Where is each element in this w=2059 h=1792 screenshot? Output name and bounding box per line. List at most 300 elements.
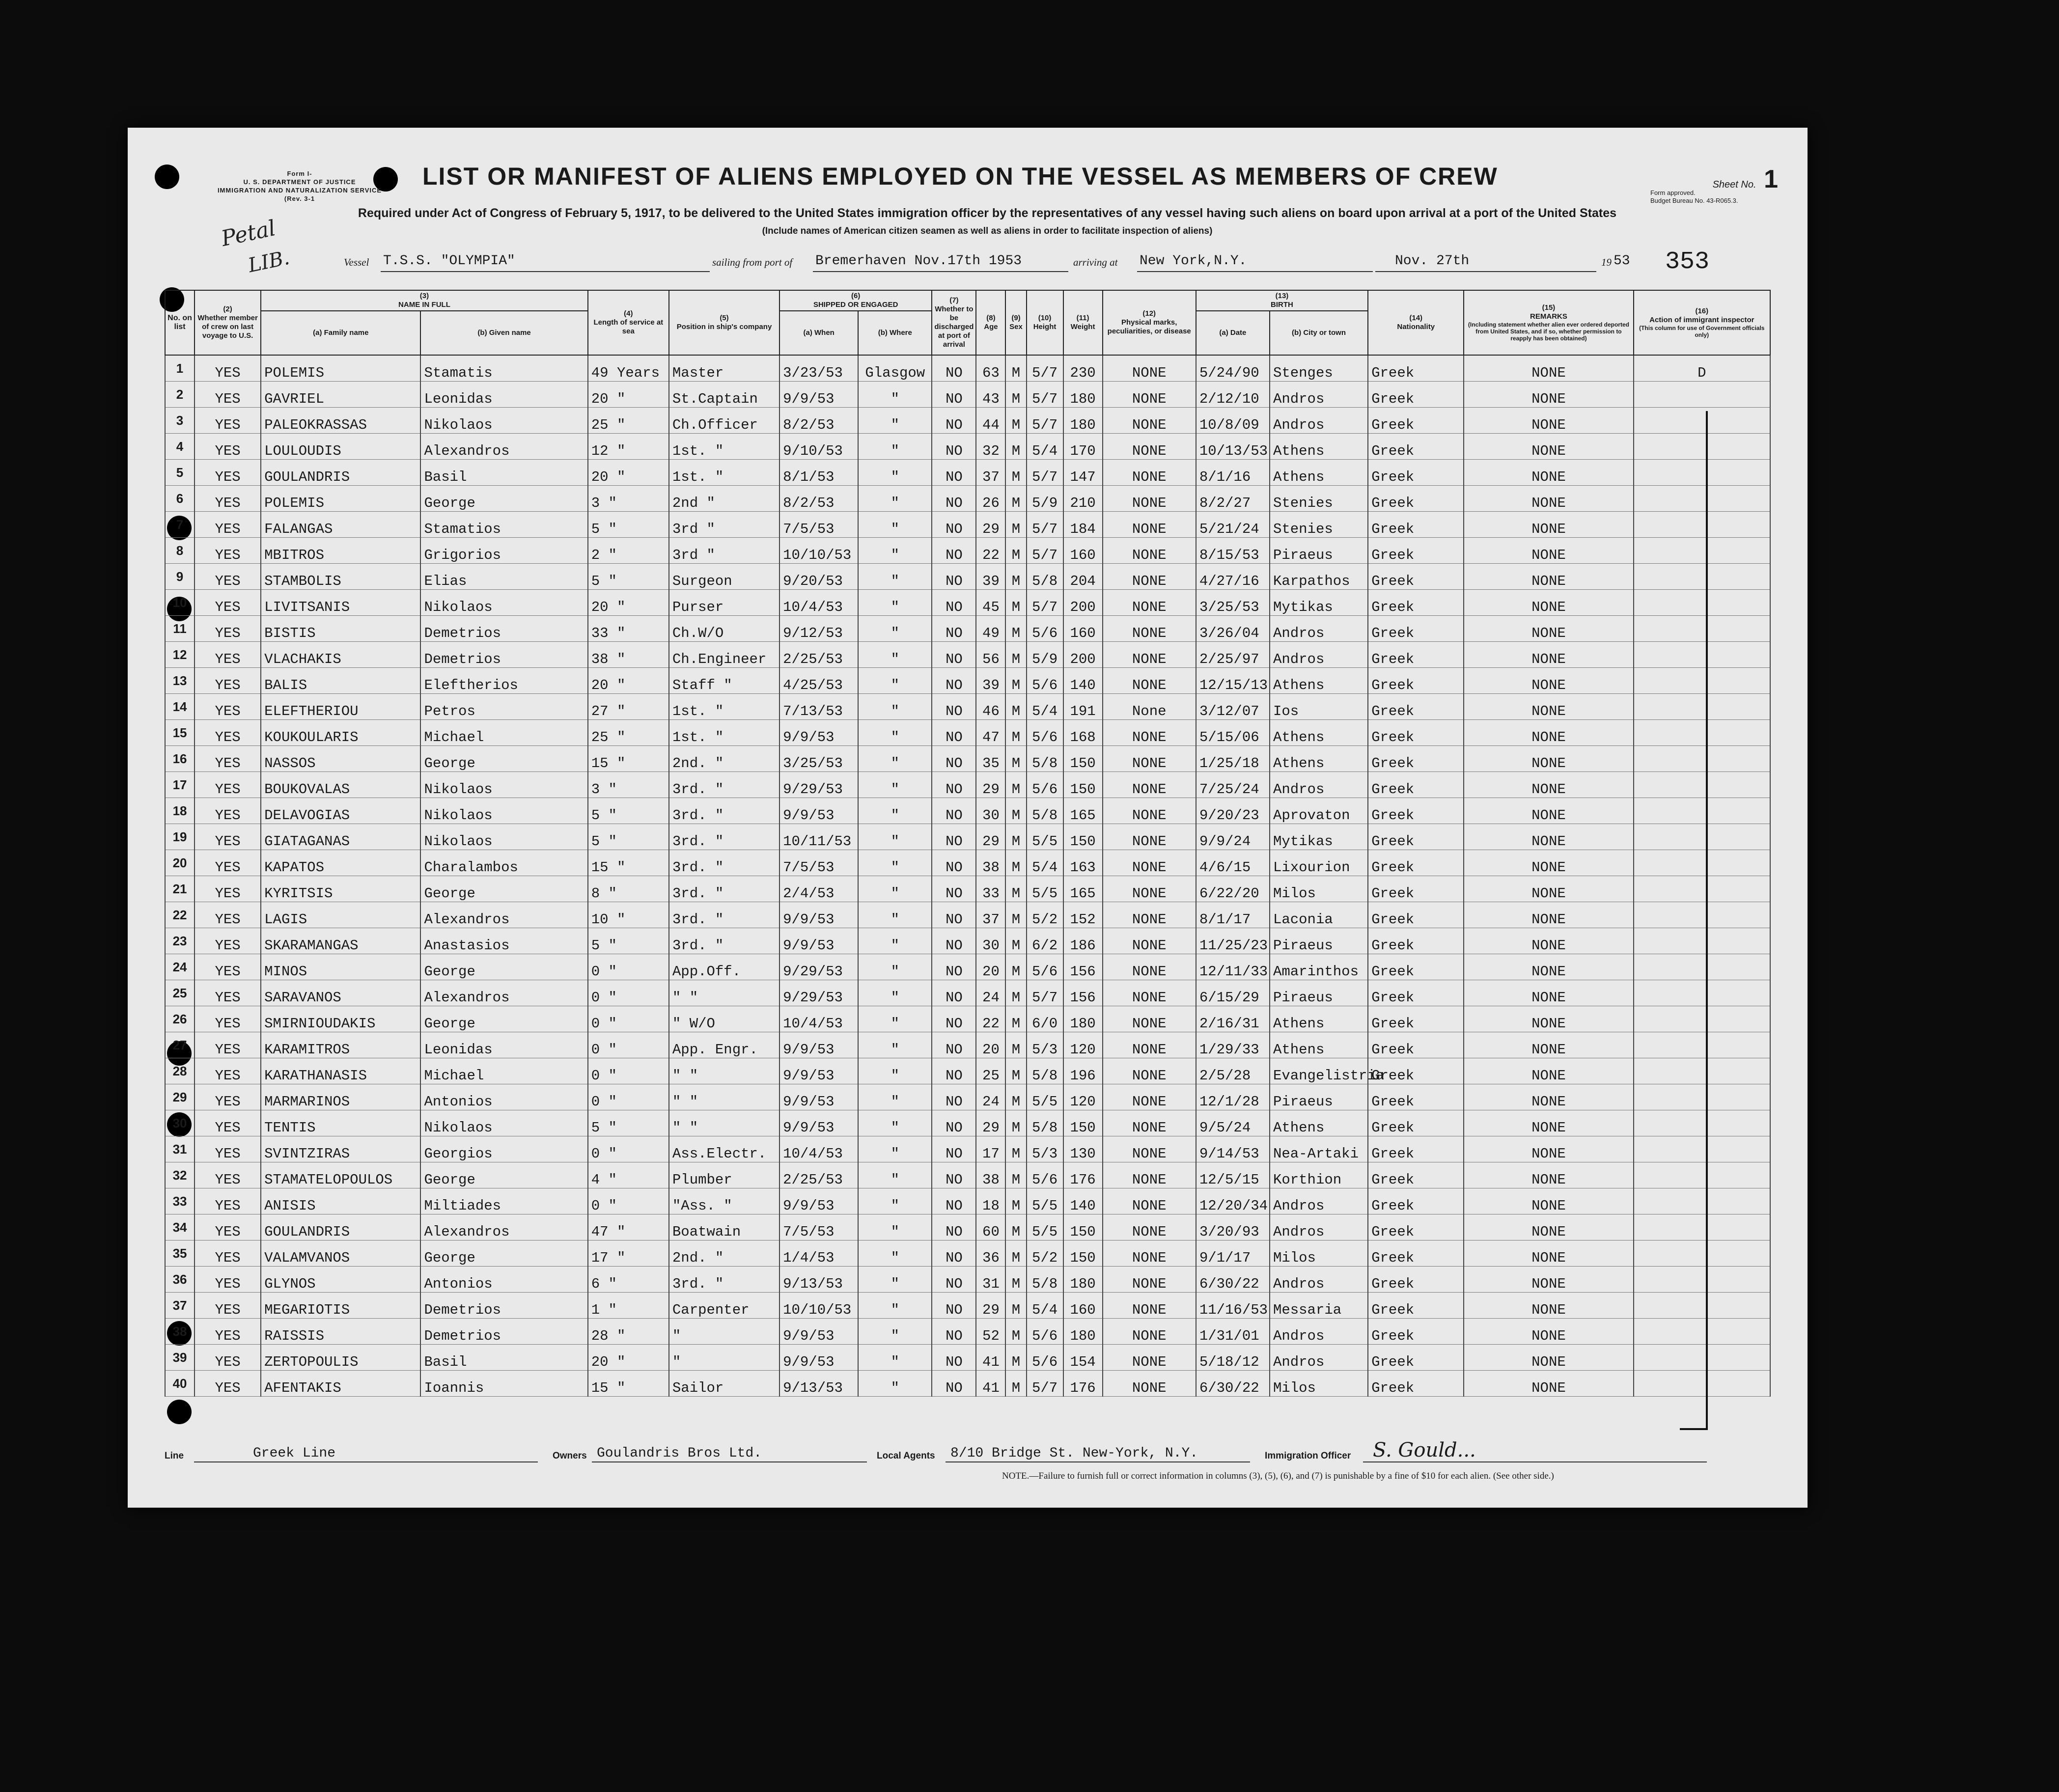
table-row bbox=[165, 824, 1770, 850]
position-cell: 2nd. " bbox=[669, 1241, 779, 1267]
birth-city-cell: Andros bbox=[1270, 1345, 1368, 1371]
row-number-cell: 29 bbox=[165, 1084, 195, 1110]
birth-date-cell: 9/14/53 bbox=[1196, 1136, 1270, 1162]
given-name-cell: Demetrios bbox=[420, 616, 587, 642]
discharge-cell: NO bbox=[932, 355, 976, 382]
inspector-action-cell bbox=[1634, 1136, 1770, 1162]
shipped-when-cell: 9/29/53 bbox=[779, 772, 858, 798]
nationality-cell: Greek bbox=[1368, 408, 1464, 434]
weight-cell: 140 bbox=[1063, 1188, 1103, 1214]
given-name-cell: Charalambos bbox=[420, 850, 587, 876]
remarks-cell: NONE bbox=[1464, 616, 1633, 642]
shipped-where-cell: " bbox=[858, 1136, 932, 1162]
col-3b-header: (b) Given name bbox=[420, 311, 587, 355]
row-number-cell: 31 bbox=[165, 1136, 195, 1162]
remarks-cell: NONE bbox=[1464, 1319, 1633, 1345]
inspector-action-cell bbox=[1634, 642, 1770, 668]
position-cell: 1st. " bbox=[669, 460, 779, 486]
discharge-cell: NO bbox=[932, 382, 976, 408]
row-number-cell: 1 bbox=[165, 355, 195, 382]
row-number-cell: 10 bbox=[165, 590, 195, 616]
shipped-where-cell: " bbox=[858, 408, 932, 434]
inspector-action-cell bbox=[1634, 876, 1770, 902]
row-number-cell: 15 bbox=[165, 720, 195, 746]
discharge-cell: NO bbox=[932, 1136, 976, 1162]
family-name-cell: KOUKOULARIS bbox=[261, 720, 420, 746]
family-name-cell: STAMBOLIS bbox=[261, 564, 420, 590]
height-cell: 5/6 bbox=[1027, 1162, 1063, 1188]
position-cell: Sailor bbox=[669, 1371, 779, 1397]
physical-marks-cell: NONE bbox=[1103, 564, 1196, 590]
length-of-service-cell: 1 " bbox=[588, 1293, 669, 1319]
height-cell: 5/6 bbox=[1027, 954, 1063, 980]
length-of-service-cell: 8 " bbox=[588, 876, 669, 902]
row-number-cell: 36 bbox=[165, 1267, 195, 1293]
shipped-when-cell: 9/9/53 bbox=[779, 1345, 858, 1371]
discharge-cell: NO bbox=[932, 902, 976, 928]
physical-marks-cell: NONE bbox=[1103, 434, 1196, 460]
age-cell: 26 bbox=[976, 486, 1005, 512]
nationality-cell: Greek bbox=[1368, 850, 1464, 876]
last-voyage-cell: YES bbox=[195, 1293, 261, 1319]
nationality-cell: Greek bbox=[1368, 382, 1464, 408]
birth-city-cell: Andros bbox=[1270, 616, 1368, 642]
row-number-cell: 25 bbox=[165, 980, 195, 1006]
sex-cell: M bbox=[1005, 564, 1026, 590]
given-name-cell: Anastasios bbox=[420, 928, 587, 954]
given-name-cell: Stamatis bbox=[420, 355, 587, 382]
given-name-cell: Elias bbox=[420, 564, 587, 590]
shipped-where-cell: " bbox=[858, 460, 932, 486]
shipped-when-cell: 9/9/53 bbox=[779, 720, 858, 746]
position-cell: " " bbox=[669, 1084, 779, 1110]
given-name-cell: Grigorios bbox=[420, 538, 587, 564]
birth-date-cell: 3/20/93 bbox=[1196, 1214, 1270, 1241]
given-name-cell: Nikolaos bbox=[420, 1110, 587, 1136]
sex-cell: M bbox=[1005, 590, 1026, 616]
physical-marks-cell: NONE bbox=[1103, 772, 1196, 798]
discharge-cell: NO bbox=[932, 1241, 976, 1267]
birth-city-cell: Laconia bbox=[1270, 902, 1368, 928]
remarks-cell: NONE bbox=[1464, 1214, 1633, 1241]
table-row bbox=[165, 876, 1770, 902]
row-number-cell: 5 bbox=[165, 460, 195, 486]
remarks-cell: NONE bbox=[1464, 720, 1633, 746]
shipped-where-cell: " bbox=[858, 694, 932, 720]
position-cell: 3rd. " bbox=[669, 902, 779, 928]
inspector-action-cell bbox=[1634, 1214, 1770, 1241]
shipped-when-cell: 9/29/53 bbox=[779, 954, 858, 980]
sex-cell: M bbox=[1005, 382, 1026, 408]
arriving-label: arriving at bbox=[1073, 256, 1118, 268]
sex-cell: M bbox=[1005, 694, 1026, 720]
arrival-year: 53 bbox=[1614, 253, 1630, 269]
row-number-cell: 14 bbox=[165, 694, 195, 720]
physical-marks-cell: NONE bbox=[1103, 642, 1196, 668]
birth-date-cell: 12/5/15 bbox=[1196, 1162, 1270, 1188]
inspector-action-cell bbox=[1634, 928, 1770, 954]
sex-cell: M bbox=[1005, 512, 1026, 538]
position-cell: " " bbox=[669, 1058, 779, 1084]
discharge-cell: NO bbox=[932, 1371, 976, 1397]
col-16-header: (16) Action of immigrant inspector (This column for use of Government officials only) bbox=[1634, 290, 1770, 355]
table-row bbox=[165, 1006, 1770, 1032]
nationality-cell: Greek bbox=[1368, 902, 1464, 928]
age-cell: 33 bbox=[976, 876, 1005, 902]
last-voyage-cell: YES bbox=[195, 824, 261, 850]
manifest-number: 353 bbox=[1665, 248, 1709, 276]
birth-city-cell: Athens bbox=[1270, 746, 1368, 772]
discharge-cell: NO bbox=[932, 590, 976, 616]
discharge-cell: NO bbox=[932, 824, 976, 850]
shipped-when-cell: 7/13/53 bbox=[779, 694, 858, 720]
weight-cell: 186 bbox=[1063, 928, 1103, 954]
revision-note: (Rev. 3-1 bbox=[284, 195, 315, 202]
remarks-cell: NONE bbox=[1464, 590, 1633, 616]
birth-city-cell: Athens bbox=[1270, 720, 1368, 746]
remarks-cell: NONE bbox=[1464, 980, 1633, 1006]
given-name-cell: Leonidas bbox=[420, 382, 587, 408]
physical-marks-cell: NONE bbox=[1103, 954, 1196, 980]
discharge-cell: NO bbox=[932, 434, 976, 460]
remarks-cell: NONE bbox=[1464, 850, 1633, 876]
last-voyage-cell: YES bbox=[195, 980, 261, 1006]
shipped-when-cell: 3/23/53 bbox=[779, 355, 858, 382]
height-cell: 5/7 bbox=[1027, 512, 1063, 538]
table-row bbox=[165, 1110, 1770, 1136]
sex-cell: M bbox=[1005, 824, 1026, 850]
shipped-where-cell: " bbox=[858, 1319, 932, 1345]
family-name-cell: SKARAMANGAS bbox=[261, 928, 420, 954]
table-row bbox=[165, 408, 1770, 434]
local-agents: 8/10 Bridge St. New-York, N.Y. bbox=[950, 1446, 1198, 1461]
last-voyage-cell: YES bbox=[195, 772, 261, 798]
length-of-service-cell: 0 " bbox=[588, 980, 669, 1006]
row-number-cell: 33 bbox=[165, 1188, 195, 1214]
weight-cell: 150 bbox=[1063, 1241, 1103, 1267]
weight-cell: 196 bbox=[1063, 1058, 1103, 1084]
height-cell: 5/8 bbox=[1027, 1058, 1063, 1084]
nationality-cell: Greek bbox=[1368, 1293, 1464, 1319]
weight-cell: 204 bbox=[1063, 564, 1103, 590]
weight-cell: 130 bbox=[1063, 1136, 1103, 1162]
row-number-cell: 12 bbox=[165, 642, 195, 668]
family-name-cell: KARAMITROS bbox=[261, 1032, 420, 1058]
family-name-cell: GAVRIEL bbox=[261, 382, 420, 408]
weight-cell: 150 bbox=[1063, 1214, 1103, 1241]
discharge-cell: NO bbox=[932, 954, 976, 980]
position-cell: 3rd. " bbox=[669, 928, 779, 954]
table-row bbox=[165, 1345, 1770, 1371]
age-cell: 35 bbox=[976, 746, 1005, 772]
nationality-cell: Greek bbox=[1368, 1162, 1464, 1188]
nationality-cell: Greek bbox=[1368, 616, 1464, 642]
position-cell: Ch.Engineer bbox=[669, 642, 779, 668]
position-cell: " " bbox=[669, 980, 779, 1006]
discharge-cell: NO bbox=[932, 668, 976, 694]
given-name-cell: Demetrios bbox=[420, 1319, 587, 1345]
sex-cell: M bbox=[1005, 1058, 1026, 1084]
position-cell: " bbox=[669, 1345, 779, 1371]
shipped-where-cell: " bbox=[858, 928, 932, 954]
height-cell: 5/8 bbox=[1027, 746, 1063, 772]
row-number-cell: 2 bbox=[165, 382, 195, 408]
document-subnote: (Include names of American citizen seamen as well as aliens in order to facilitate inspection of aliens) bbox=[762, 226, 1213, 236]
shipped-where-cell: " bbox=[858, 434, 932, 460]
inspector-action-cell bbox=[1634, 1267, 1770, 1293]
age-cell: 31 bbox=[976, 1267, 1005, 1293]
age-cell: 29 bbox=[976, 512, 1005, 538]
nationality-cell: Greek bbox=[1368, 460, 1464, 486]
family-name-cell: SVINTZIRAS bbox=[261, 1136, 420, 1162]
shipped-where-cell: " bbox=[858, 1371, 932, 1397]
discharge-cell: NO bbox=[932, 1319, 976, 1345]
inspector-action-cell bbox=[1634, 1058, 1770, 1084]
birth-city-cell: Athens bbox=[1270, 1006, 1368, 1032]
shipped-where-cell: " bbox=[858, 1267, 932, 1293]
sex-cell: M bbox=[1005, 1267, 1026, 1293]
length-of-service-cell: 5 " bbox=[588, 798, 669, 824]
discharge-cell: NO bbox=[932, 928, 976, 954]
birth-date-cell: 2/16/31 bbox=[1196, 1006, 1270, 1032]
physical-marks-cell: NONE bbox=[1103, 668, 1196, 694]
discharge-cell: NO bbox=[932, 538, 976, 564]
weight-cell: 150 bbox=[1063, 824, 1103, 850]
row-number-cell: 13 bbox=[165, 668, 195, 694]
sex-cell: M bbox=[1005, 902, 1026, 928]
discharge-cell: NO bbox=[932, 1110, 976, 1136]
remarks-cell: NONE bbox=[1464, 408, 1633, 434]
inspector-action-cell bbox=[1634, 902, 1770, 928]
last-voyage-cell: YES bbox=[195, 1006, 261, 1032]
birth-city-cell: Andros bbox=[1270, 772, 1368, 798]
birth-city-cell: Mytikas bbox=[1270, 824, 1368, 850]
weight-cell: 191 bbox=[1063, 694, 1103, 720]
shipped-when-cell: 10/10/53 bbox=[779, 538, 858, 564]
row-number-cell: 9 bbox=[165, 564, 195, 590]
physical-marks-cell: NONE bbox=[1103, 1319, 1196, 1345]
weight-cell: 120 bbox=[1063, 1032, 1103, 1058]
age-cell: 24 bbox=[976, 980, 1005, 1006]
birth-date-cell: 1/25/18 bbox=[1196, 746, 1270, 772]
shipped-where-cell: " bbox=[858, 1058, 932, 1084]
position-cell: " " bbox=[669, 1110, 779, 1136]
age-cell: 37 bbox=[976, 460, 1005, 486]
nationality-cell: Greek bbox=[1368, 1006, 1464, 1032]
age-cell: 41 bbox=[976, 1371, 1005, 1397]
sex-cell: M bbox=[1005, 720, 1026, 746]
discharge-cell: NO bbox=[932, 408, 976, 434]
remarks-cell: NONE bbox=[1464, 1032, 1633, 1058]
physical-marks-cell: NONE bbox=[1103, 355, 1196, 382]
row-number-cell: 20 bbox=[165, 850, 195, 876]
weight-cell: 168 bbox=[1063, 720, 1103, 746]
col-no-header: No. on list bbox=[165, 290, 195, 355]
inspector-action-cell bbox=[1634, 824, 1770, 850]
sex-cell: M bbox=[1005, 355, 1026, 382]
family-name-cell: ZERTOPOULIS bbox=[261, 1345, 420, 1371]
discharge-cell: NO bbox=[932, 850, 976, 876]
manifest-sheet bbox=[128, 128, 1808, 1508]
discharge-cell: NO bbox=[932, 772, 976, 798]
length-of-service-cell: 5 " bbox=[588, 824, 669, 850]
col-2-header: (2) Whether member of crew on last voyage to U.S. bbox=[195, 290, 261, 355]
shipped-when-cell: 9/9/53 bbox=[779, 1032, 858, 1058]
row-number-cell: 11 bbox=[165, 616, 195, 642]
document-title: LIST OR MANIFEST OF ALIENS EMPLOYED ON THE VESSEL AS MEMBERS OF CREW bbox=[422, 163, 1498, 190]
given-name-cell: Alexandros bbox=[420, 902, 587, 928]
last-voyage-cell: YES bbox=[195, 850, 261, 876]
given-name-cell: George bbox=[420, 954, 587, 980]
shipped-when-cell: 4/25/53 bbox=[779, 668, 858, 694]
sex-cell: M bbox=[1005, 1345, 1026, 1371]
row-number-cell: 40 bbox=[165, 1371, 195, 1397]
table-row bbox=[165, 538, 1770, 564]
birth-date-cell: 9/5/24 bbox=[1196, 1110, 1270, 1136]
nationality-cell: Greek bbox=[1368, 1214, 1464, 1241]
discharge-cell: NO bbox=[932, 564, 976, 590]
height-cell: 5/4 bbox=[1027, 1293, 1063, 1319]
shipped-when-cell: 9/29/53 bbox=[779, 980, 858, 1006]
given-name-cell: Ioannis bbox=[420, 1371, 587, 1397]
inspector-action-cell bbox=[1634, 980, 1770, 1006]
nationality-cell: Greek bbox=[1368, 954, 1464, 980]
row-number-cell: 16 bbox=[165, 746, 195, 772]
row-number-cell: 39 bbox=[165, 1345, 195, 1371]
height-cell: 5/9 bbox=[1027, 486, 1063, 512]
remarks-cell: NONE bbox=[1464, 382, 1633, 408]
height-cell: 5/7 bbox=[1027, 980, 1063, 1006]
header-row-1 bbox=[165, 290, 1770, 311]
height-cell: 5/7 bbox=[1027, 408, 1063, 434]
row-number-cell: 22 bbox=[165, 902, 195, 928]
last-voyage-cell: YES bbox=[195, 1371, 261, 1397]
last-voyage-cell: YES bbox=[195, 616, 261, 642]
discharge-cell: NO bbox=[932, 746, 976, 772]
col-9-header: (9) Sex bbox=[1005, 290, 1026, 355]
physical-marks-cell: NONE bbox=[1103, 1110, 1196, 1136]
given-name-cell: Antonios bbox=[420, 1267, 587, 1293]
birth-date-cell: 3/26/04 bbox=[1196, 616, 1270, 642]
table-row bbox=[165, 1058, 1770, 1084]
last-voyage-cell: YES bbox=[195, 1214, 261, 1241]
physical-marks-cell: NONE bbox=[1103, 512, 1196, 538]
physical-marks-cell: NONE bbox=[1103, 1058, 1196, 1084]
footnote: NOTE.—Failure to furnish full or correct information in columns (3), (5), (6), and (7) is punishable by a fine of $10 for each alien. (See other side.) bbox=[1002, 1471, 1554, 1481]
birth-city-cell: Evangelistria bbox=[1270, 1058, 1368, 1084]
age-cell: 25 bbox=[976, 1058, 1005, 1084]
length-of-service-cell: 12 " bbox=[588, 434, 669, 460]
family-name-cell: KAPATOS bbox=[261, 850, 420, 876]
physical-marks-cell: NONE bbox=[1103, 460, 1196, 486]
nationality-cell: Greek bbox=[1368, 1110, 1464, 1136]
remarks-cell: NONE bbox=[1464, 434, 1633, 460]
shipped-where-cell: " bbox=[858, 616, 932, 642]
nationality-cell: Greek bbox=[1368, 355, 1464, 382]
col-14-header: (14) Nationality bbox=[1368, 290, 1464, 355]
nationality-cell: Greek bbox=[1368, 1267, 1464, 1293]
shipped-where-cell: " bbox=[858, 642, 932, 668]
age-cell: 52 bbox=[976, 1319, 1005, 1345]
length-of-service-cell: 38 " bbox=[588, 642, 669, 668]
age-cell: 39 bbox=[976, 564, 1005, 590]
weight-cell: 147 bbox=[1063, 460, 1103, 486]
length-of-service-cell: 15 " bbox=[588, 1371, 669, 1397]
physical-marks-cell: NONE bbox=[1103, 382, 1196, 408]
inspector-action-cell bbox=[1634, 1345, 1770, 1371]
birth-date-cell: 5/24/90 bbox=[1196, 355, 1270, 382]
age-cell: 29 bbox=[976, 824, 1005, 850]
form-approved-text: Form approved. bbox=[1650, 189, 1696, 196]
height-cell: 5/9 bbox=[1027, 642, 1063, 668]
physical-marks-cell: NONE bbox=[1103, 1188, 1196, 1214]
document-subtitle: Required under Act of Congress of February 5, 1917, to be delivered to the United States immigration officer by the representatives of any vessel having such aliens on board upon arrival at a port of the United States bbox=[358, 206, 1617, 220]
table-row bbox=[165, 772, 1770, 798]
birth-date-cell: 11/25/23 bbox=[1196, 928, 1270, 954]
sex-cell: M bbox=[1005, 1032, 1026, 1058]
given-name-cell: George bbox=[420, 746, 587, 772]
physical-marks-cell: NONE bbox=[1103, 1032, 1196, 1058]
inspector-action-cell bbox=[1634, 1371, 1770, 1397]
birth-date-cell: 8/1/16 bbox=[1196, 460, 1270, 486]
physical-marks-cell: NONE bbox=[1103, 1006, 1196, 1032]
inspector-action-cell bbox=[1634, 850, 1770, 876]
table-row bbox=[165, 980, 1770, 1006]
shipped-where-cell: " bbox=[858, 1345, 932, 1371]
age-cell: 36 bbox=[976, 1241, 1005, 1267]
shipped-when-cell: 2/25/53 bbox=[779, 1162, 858, 1188]
handwritten-note: LIB. bbox=[246, 246, 292, 277]
family-name-cell: PALEOKRASSAS bbox=[261, 408, 420, 434]
shipped-when-cell: 9/9/53 bbox=[779, 798, 858, 824]
position-cell: " bbox=[669, 1319, 779, 1345]
position-cell: 3rd " bbox=[669, 538, 779, 564]
age-cell: 18 bbox=[976, 1188, 1005, 1214]
sex-cell: M bbox=[1005, 1162, 1026, 1188]
family-name-cell: BISTIS bbox=[261, 616, 420, 642]
year-prefix: 19 bbox=[1601, 256, 1612, 268]
table-row bbox=[165, 954, 1770, 980]
nationality-cell: Greek bbox=[1368, 1371, 1464, 1397]
weight-cell: 150 bbox=[1063, 772, 1103, 798]
sex-cell: M bbox=[1005, 486, 1026, 512]
position-cell: 3rd. " bbox=[669, 824, 779, 850]
remarks-cell: NONE bbox=[1464, 694, 1633, 720]
age-cell: 30 bbox=[976, 798, 1005, 824]
inspector-action-cell bbox=[1634, 746, 1770, 772]
birth-city-cell: Athens bbox=[1270, 460, 1368, 486]
physical-marks-cell: NONE bbox=[1103, 720, 1196, 746]
owners: Goulandris Bros Ltd. bbox=[597, 1446, 762, 1461]
length-of-service-cell: 0 " bbox=[588, 1136, 669, 1162]
nationality-cell: Greek bbox=[1368, 980, 1464, 1006]
height-cell: 5/4 bbox=[1027, 850, 1063, 876]
physical-marks-cell: NONE bbox=[1103, 928, 1196, 954]
birth-date-cell: 5/18/12 bbox=[1196, 1345, 1270, 1371]
age-cell: 41 bbox=[976, 1345, 1005, 1371]
given-name-cell: Nikolaos bbox=[420, 824, 587, 850]
length-of-service-cell: 0 " bbox=[588, 1084, 669, 1110]
last-voyage-cell: YES bbox=[195, 1241, 261, 1267]
height-cell: 5/3 bbox=[1027, 1032, 1063, 1058]
birth-city-cell: Piraeus bbox=[1270, 980, 1368, 1006]
shipped-where-cell: " bbox=[858, 720, 932, 746]
table-row bbox=[165, 798, 1770, 824]
shipped-when-cell: 9/9/53 bbox=[779, 1188, 858, 1214]
birth-city-cell: Stenies bbox=[1270, 486, 1368, 512]
length-of-service-cell: 20 " bbox=[588, 460, 669, 486]
inspector-action-cell bbox=[1634, 1032, 1770, 1058]
